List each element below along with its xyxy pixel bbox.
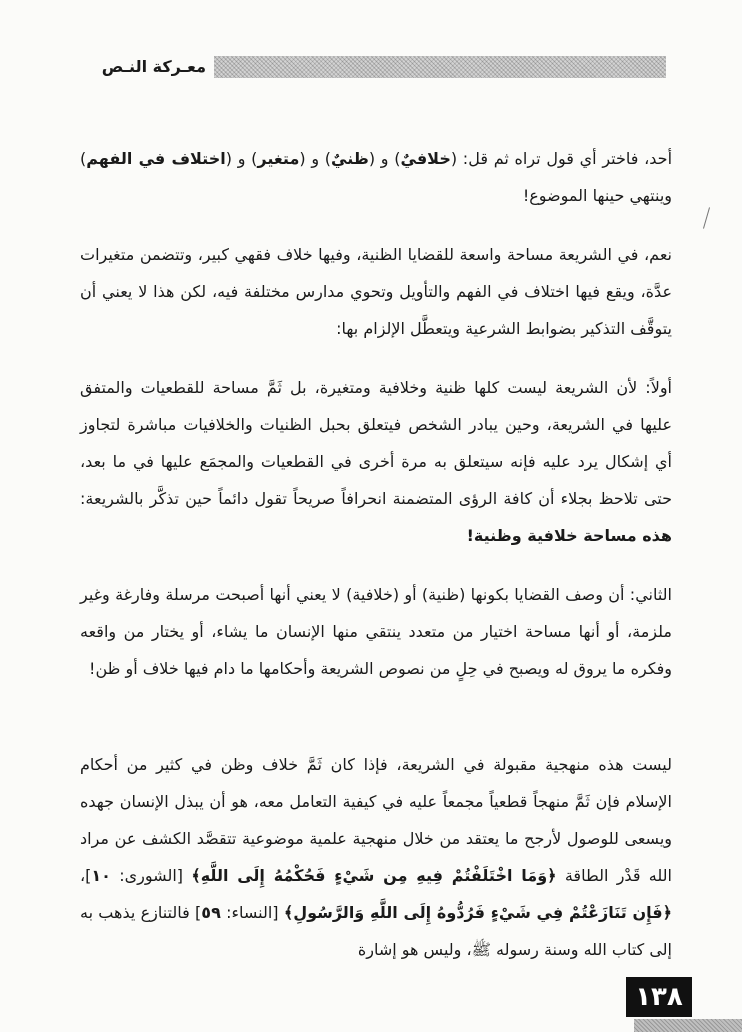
quran-verse: ﴿فَإِن تَنَازَعْتُمْ فِي شَيْءٍ فَرُدُّوهُ إِلَى اللَّهِ وَالرَّسُولِ﴾: [283, 903, 673, 922]
text-run: نعم، في الشريعة مساحة واسعة للقضايا الظنية، وفيها خلاف فقهي كبير، وتتضمن متغيرات عدَّة، ويقع فيها اختلاف في الفهم والتأويل وتحوي مدارس مختلفة فيه، لكن هذا لا يعني أن يتوقَّف التذكير بضوابط الشرعية ويتعطَّل الإلزام بها:: [80, 245, 672, 338]
verse-number: ٥٩: [201, 903, 221, 922]
page-body: [80, 140, 672, 968]
running-head-pattern-band: [214, 56, 666, 78]
term-khilafi: خلافيٌ: [400, 149, 451, 168]
paragraph-1: [80, 140, 672, 214]
verse-number: ١٠: [91, 866, 111, 885]
text-run: ) و (: [225, 149, 258, 168]
running-head-title: معـركة النـص: [101, 57, 206, 76]
term-ikhtilaf-fi-alfahm: اختلاف في الفهم: [86, 149, 226, 168]
text-run: ليست هذه منهجية مقبولة في الشريعة، فإذا كان ثَمَّ خلاف وظن في كثير من أحكام الإسلام فإن ثَمَّ منهجاً قطعياً مجمعاً عليه في كيفية التعامل معه، هو أن يبذل الإنسان جهده ويسعى للوصول لأرجح ما يعتقد من خلال منهجية علمية موضوعية تتقصَّد الكشف عن مراد الله قَدْر الطاقة: [80, 755, 672, 885]
text-run: ]،: [80, 866, 92, 885]
verse-reference: [الشورى:: [110, 866, 192, 885]
text-run: ] فالتنازع يذهب به إلى كتاب الله وسنة رسوله ﷺ، وليس هو إشارة: [80, 903, 672, 959]
paragraph-2: [80, 236, 672, 347]
page-number: ١٣٨: [626, 977, 692, 1017]
text-run: ) و (: [299, 149, 332, 168]
text-run: أولاً: لأن الشريعة ليست كلها ظنية وخلافية ومتغيرة، بل ثَمَّ مساحة للقطعيات والمتفق عليها في الشريعة، وحين يبادر الشخص فيتعلق بحبل الظنيات والخلافيات مباشرة لتجاوز أي إشكال يرد عليه فإنه سيتعلق به مرة أخرى في القطعيات والمجمَع عليها في ما بعد، حتى تلاحظ بجلاء أن كافة الرؤى المتضمنة انحرافاً صريحاً تقول دائماً حين تذكَّر بالشريعة:: [80, 378, 672, 508]
verse-reference: [النساء:: [220, 903, 284, 922]
emphasized-quote: هذه مساحة خلافية وظنية!: [466, 526, 672, 545]
paragraph-5: [80, 746, 672, 968]
text-run: الثاني: أن وصف القضايا بكونها (ظنية) أو (خلافية) لا يعني أنها أصبحت مرسلة وفارغة وغير ملزمة، أو أنها مساحة اختيار من متعدد ينتقي منها الإنسان ما يشاء، أو يختار من واقعه وفكره ما يروق له ويصبح في حِلٍ من نصوص الشريعة وأحكامها ما دام فيها خلاف أو ظن!: [80, 585, 672, 678]
paragraph-3: [80, 369, 672, 554]
page-edge-pattern: [634, 1019, 742, 1032]
text-run: ) و (: [368, 149, 401, 168]
term-mutaghayyir: متغير: [257, 149, 300, 168]
quran-verse: ﴿وَمَا اخْتَلَفْتُمْ فِيهِ مِن شَيْءٍ فَحُكْمُهُ إِلَى اللَّهِ﴾: [191, 866, 557, 885]
paragraph-4: [80, 576, 672, 724]
text-run: ) وينتهي حينها الموضوع!: [80, 149, 672, 205]
margin-pen-mark: [703, 207, 710, 228]
term-zanni: ظنيٌ: [331, 149, 369, 168]
text-run: أحد، فاختر أي قول تراه ثم قل: (: [450, 149, 673, 168]
